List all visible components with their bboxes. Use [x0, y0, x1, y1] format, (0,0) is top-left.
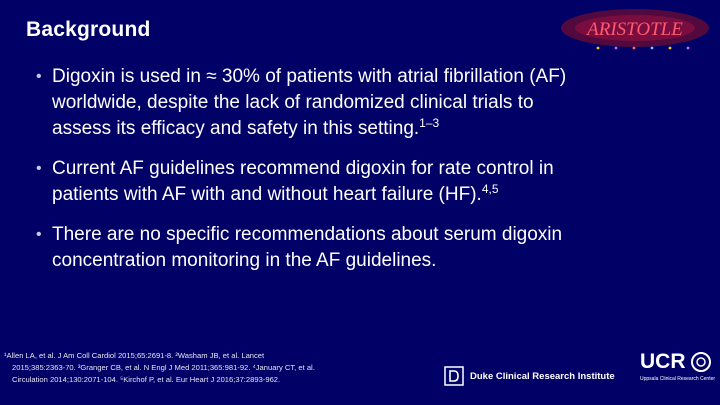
ucr-logo — [640, 350, 716, 390]
ucr-label: UCR — [640, 350, 686, 373]
bullet-text: Current AF guidelines recommend digoxin for rate control in patients with AF with and without heart failure (HF). — [52, 158, 554, 205]
bullet-text: There are no specific recommendations about serum digoxin concentration monitoring in the AF guidelines. — [52, 224, 563, 271]
bullet-item — [36, 222, 596, 274]
bullet-item — [36, 64, 596, 142]
bullet-citation: 4,5 — [481, 182, 499, 196]
reference-line: ¹Allen LA, et al. J Am Coll Cardiol 2015;65:2691-8. ²Washam JB, et al. Lancet — [4, 351, 265, 360]
bullet-list — [36, 64, 596, 288]
bullet-citation: 1–3 — [419, 116, 440, 130]
reference-line: 2015;385:2363-70. ³Granger CB, et al. N Engl J Med 2011;365:981-92. ⁴January CT, et al. — [12, 363, 315, 372]
duke-label: Duke Clinical Research Institute — [470, 370, 615, 382]
duke-logo — [444, 366, 615, 386]
ucr-subtitle: Uppsala Clinical Research Center — [640, 376, 716, 382]
reference-line: Circulation 2014;130:2071-104. ⁵Kirchof P, et al. Eur Heart J 2016;37:2893-962. — [12, 375, 281, 384]
bullet-text: Digoxin is used in ≈ 30% of patients with atrial fibrillation (AF) worldwide, despite the lack of randomized clinical trials to assess its efficacy and safety in this setting. — [52, 66, 567, 139]
slide-title: Background — [26, 18, 151, 41]
bullet-dot-icon: • — [36, 68, 42, 85]
references — [4, 350, 414, 386]
duke-shield-icon — [444, 366, 464, 386]
bullet-item — [36, 156, 596, 208]
bullet-dot-icon: • — [36, 160, 42, 177]
bullet-dot-icon: • — [36, 226, 42, 243]
aristotle-logo-text: ARISTOTLE — [587, 19, 683, 40]
ucr-circle-icon — [690, 351, 712, 373]
aristotle-logo — [560, 8, 710, 52]
